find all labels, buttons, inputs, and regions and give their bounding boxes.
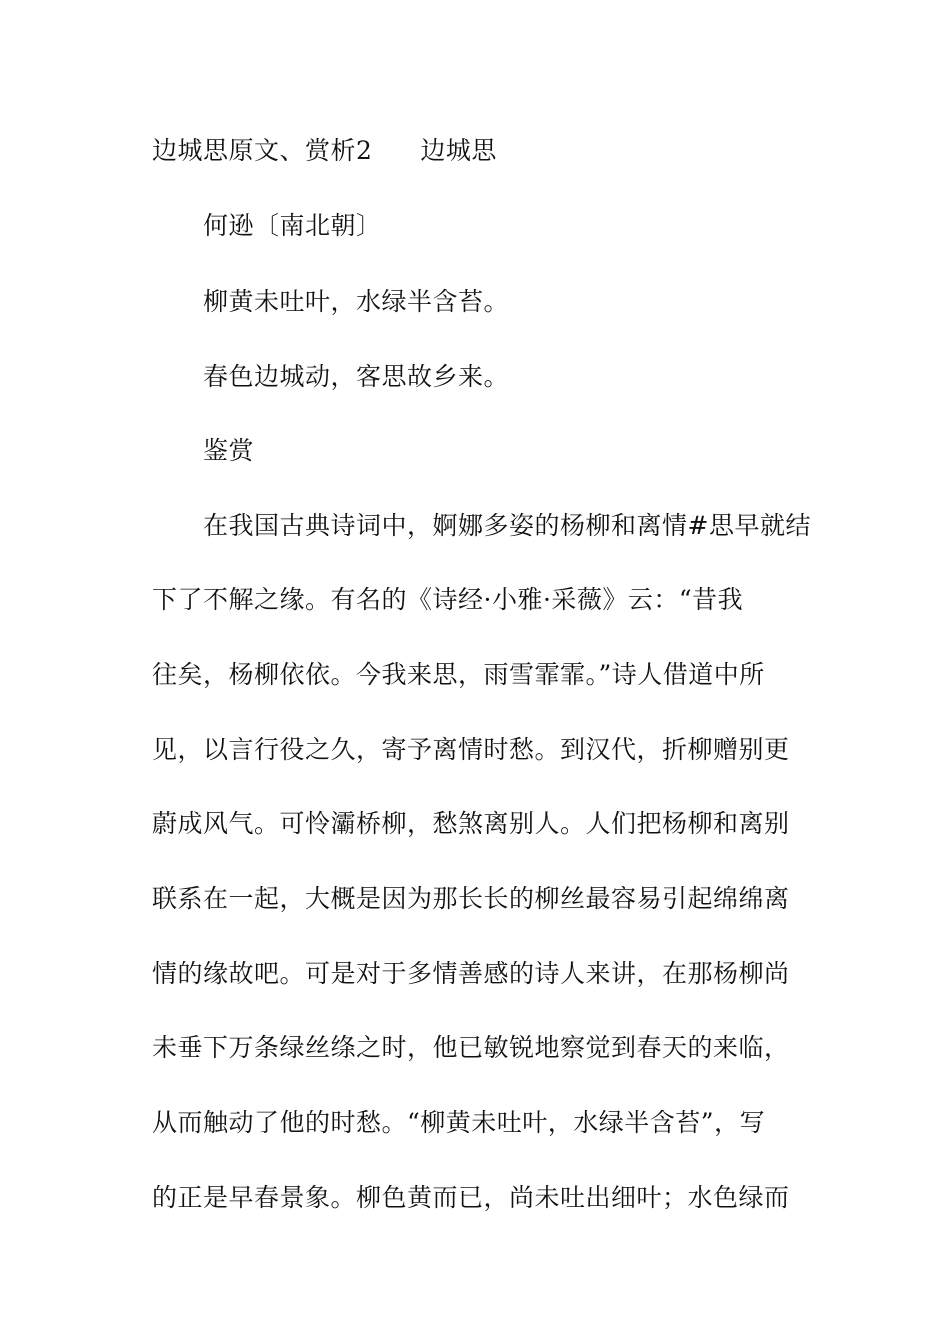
poem-line-1: 柳黄未吐叶，水绿半含苔。	[203, 287, 510, 316]
body-line: 往矣，杨柳依依。今我来思，雨雪霏霏。”诗人借道中所	[152, 660, 765, 689]
document-title: 边城思原文、赏析2	[152, 136, 373, 165]
author-line: 何逊〔南北朝〕	[203, 211, 382, 240]
body-line: 下了不解之缘。有名的《诗经·小雅·采薇》云：“昔我	[152, 585, 744, 614]
body-line: 未垂下万条绿丝绦之时，他已敏锐地察觉到春天的来临，	[152, 1033, 790, 1062]
poem-title: 边城思	[420, 136, 497, 165]
body-line: 在我国古典诗词中，婀娜多姿的杨柳和离情#思早就结	[203, 511, 811, 540]
title-line	[152, 136, 497, 166]
body-line: 情的缘故吧。可是对于多情善感的诗人来讲，在那杨柳尚	[152, 959, 790, 988]
poem-line-2: 春色边城动，客思故乡来。	[203, 362, 510, 391]
body-line: 从而触动了他的时愁。“柳黄未吐叶，水绿半含苔”，写	[152, 1108, 766, 1137]
body-line: 蔚成风气。可怜灞桥柳，愁煞离别人。人们把杨柳和离别	[152, 809, 790, 838]
body-line: 见，以言行役之久，寄予离情时愁。到汉代，折柳赠别更	[152, 735, 790, 764]
body-line: 的正是早春景象。柳色黄而已，尚未吐出细叶；水色绿而	[152, 1183, 790, 1212]
body-line: 联系在一起，大概是因为那长长的柳丝最容易引起绵绵离	[152, 884, 790, 913]
section-heading: 鉴赏	[203, 436, 255, 465]
